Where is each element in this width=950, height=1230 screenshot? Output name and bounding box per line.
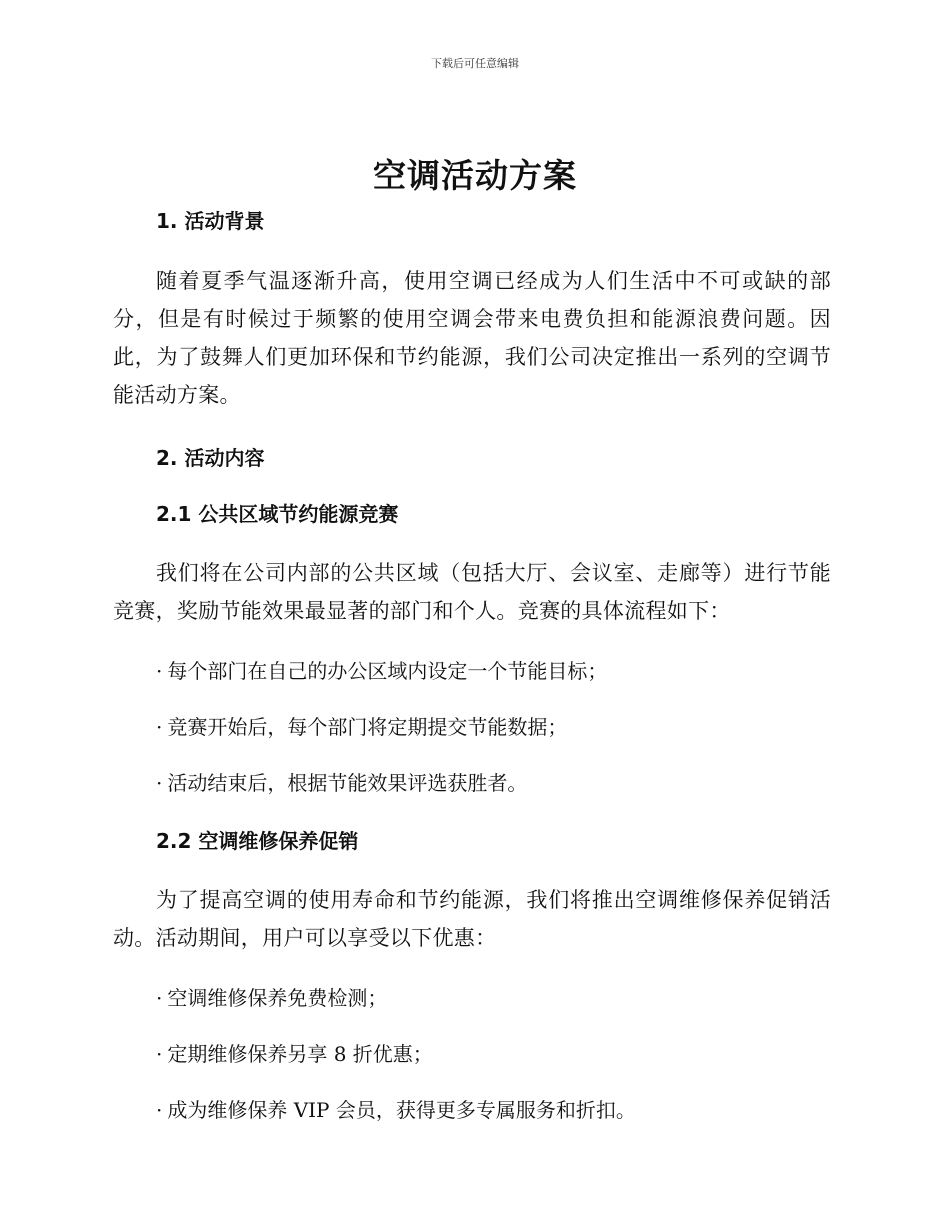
list-item-text: 每个部门在自己的办公区域内设定一个节能目标； xyxy=(167,659,608,683)
list-item xyxy=(113,768,831,798)
document-title: 空调活动方案 xyxy=(373,156,577,195)
bullet-dot: · xyxy=(156,1098,163,1122)
section-2-2-paragraph: 为了提高空调的使用寿命和节约能源，我们将推出空调维修保养促销活动。活动期间，用户可以享受以下优惠： xyxy=(113,888,831,950)
section-1-paragraph: 随着夏季气温逐渐升高，使用空调已经成为人们生活中不可或缺的部分，但是有时候过于频繁的使用空调会带来电费负担和能源浪费问题。因此，为了鼓舞人们更加环保和节约能源，我们公司决定推出一系列的空调节能活动方案。 xyxy=(113,269,831,407)
bullet-dot: · xyxy=(156,771,163,795)
section-1-heading: 1. 活动背景 xyxy=(156,209,265,233)
section-2-2-heading: 2.2 空调维修保养促销 xyxy=(156,829,359,853)
section-2-1-bullet-list xyxy=(113,656,831,798)
section-2-2-bullet-list xyxy=(113,983,831,1125)
page-header-note: 下载后可任意编辑 xyxy=(431,57,519,70)
list-item xyxy=(113,712,831,742)
bullet-dot: · xyxy=(156,1042,163,1066)
list-item-text: 成为维修保养 VIP 会员，获得更多专属服务和折扣。 xyxy=(167,1098,636,1122)
bullet-dot: · xyxy=(156,715,163,739)
section-2-1-heading: 2.1 公共区域节约能源竞赛 xyxy=(156,502,399,526)
document-body xyxy=(113,205,831,1125)
bullet-dot: · xyxy=(156,986,163,1010)
section-2-1-paragraph: 我们将在公司内部的公共区域（包括大厅、会议室、走廊等）进行节能竞赛，奖励节能效果最显著的部门和个人。竞赛的具体流程如下： xyxy=(113,561,831,623)
list-item-text: 竞赛开始后，每个部门将定期提交节能数据； xyxy=(167,715,568,739)
list-item xyxy=(113,1039,831,1069)
list-item xyxy=(113,983,831,1013)
list-item xyxy=(113,1095,831,1125)
list-item-text: 活动结束后，根据节能效果评选获胜者。 xyxy=(167,771,528,795)
list-item-text: 空调维修保养免费检测； xyxy=(167,986,388,1010)
list-item xyxy=(113,656,831,686)
bullet-dot: · xyxy=(156,659,163,683)
list-item-text: 定期维修保养另享 8 折优惠； xyxy=(167,1042,433,1066)
section-2-heading: 2. 活动内容 xyxy=(156,446,265,470)
